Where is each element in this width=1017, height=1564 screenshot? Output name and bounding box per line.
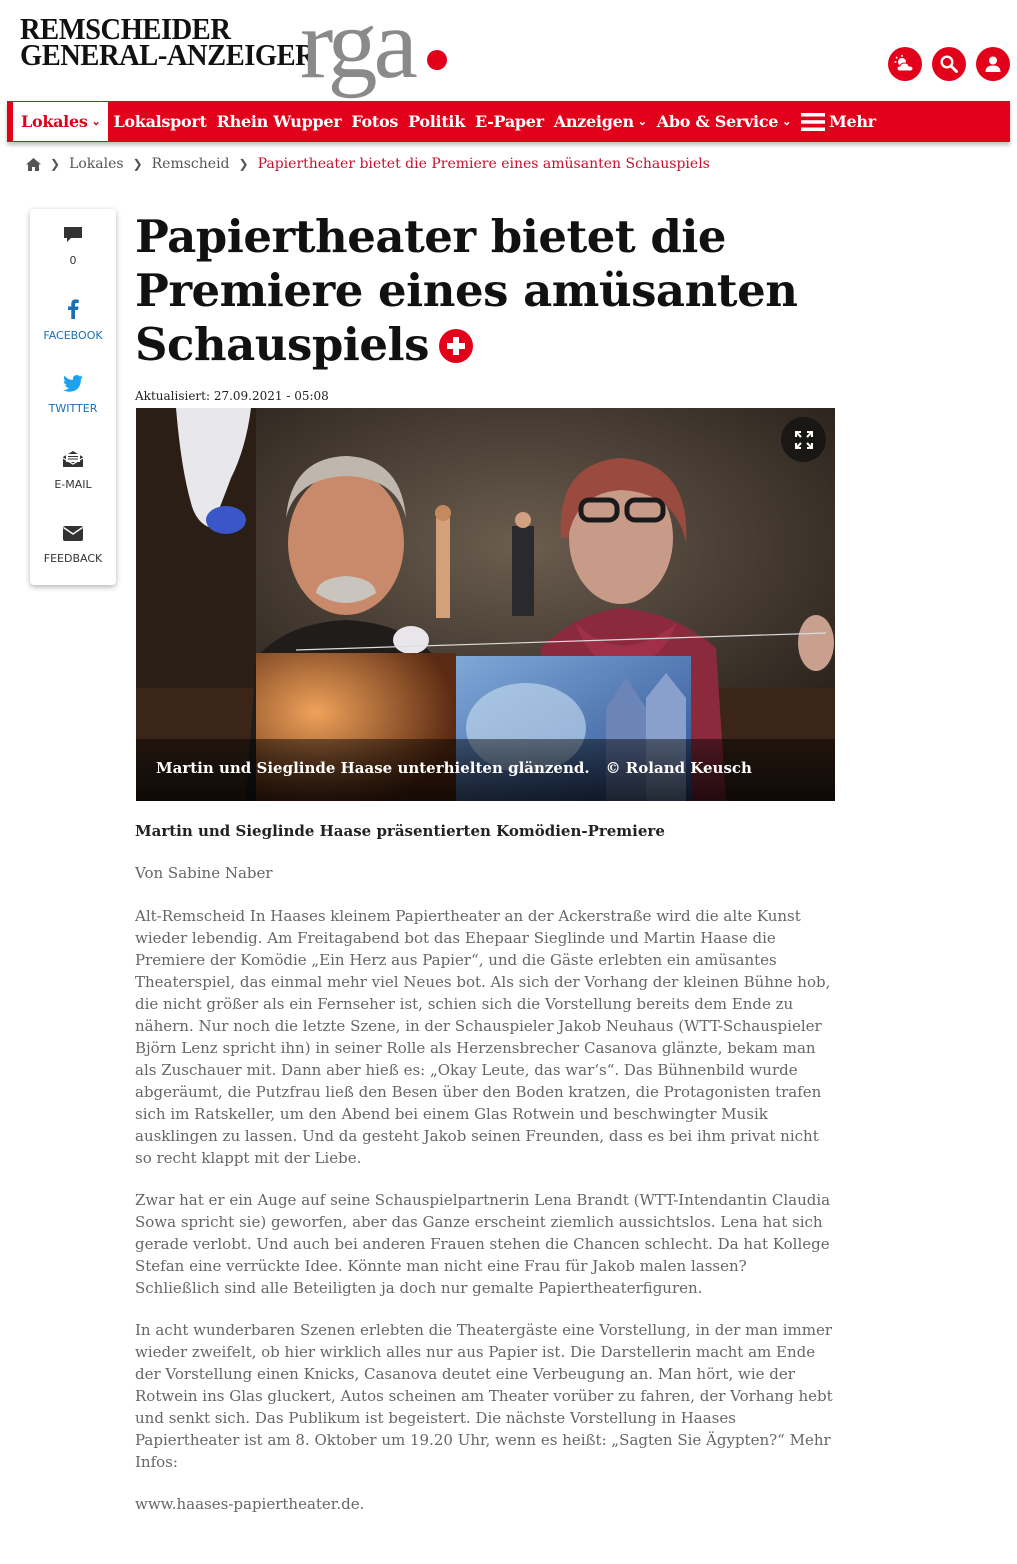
plus-icon xyxy=(439,329,473,363)
envelope-open-icon xyxy=(62,450,84,468)
article-title-text: Papiertheater bietet die Premiere eines amüsanten Schauspiels xyxy=(135,210,798,371)
breadcrumb-item-remscheid[interactable]: Remscheid xyxy=(151,156,230,172)
twitter-share-button[interactable] xyxy=(30,375,116,415)
email-share-button[interactable] xyxy=(30,450,116,491)
logo-dot xyxy=(427,50,447,70)
facebook-icon xyxy=(67,299,79,319)
search-icon xyxy=(940,55,958,73)
breadcrumb-current: Papiertheater bietet die Premiere eines amüsanten Schauspiels xyxy=(257,156,710,172)
article-paragraph-1: Alt-Remscheid In Haases kleinem Papiertheater an der Ackerstraße wird die alte Kunst wieder lebendig. Am Freitagabend bot das Ehepaar Sieglinde und Martin Haase die Premiere der Komödie „Ein Herz aus Papier“, und die Gäste erlebten ein amüsantes Theaterspiel, das einmal mehr viel Neues bot. Als sich der Vorhang der kleinen Bühne hob, die nicht größer als ein Fernseher ist, schien sich die Vorstellung bereits dem Ende zu nähern. Nur noch die letzte Szene, in der Schauspieler Jakob Neuhaus (WTT-Schauspieler Björn Lenz spricht ihn) in seiner Rolle als Herzensbrecher Casanova glänzte, bekam man als Zuschauer mit. Dann aber hieß es: „Okay Leute, das war‘s“. Das Bühnenbild wurde abgeräumt, die Putzfrau ließ den Besen über den Boden kratzen, die Protagonisten trafen sich im Ratskeller, um den Abend bei einem Glas Rotwein und beschwingter Musik ausklingen zu lassen. Und da gesteht Jakob seinen Freunden, dass es bei ihm privat nicht so recht klappt mit der Liebe. xyxy=(135,907,831,1167)
weather-icon xyxy=(894,55,916,73)
nav-item-politik[interactable] xyxy=(403,101,470,142)
comments-button[interactable] xyxy=(30,226,116,267)
article-paragraph-3: In acht wunderbaren Szenen erlebten die Theatergäste eine Vorstellung, in der man immer wieder zweifelt, ob hier wirklich alles nur aus Papier ist. Die Darstellerin macht am Ende der Vorstellung einen Knicks, Casanova deutet eine Verbeugung an. Man hört, wie der Rotwein ins Glas gluckert, Autos scheinen am Theater vorüber zu fahren, der Vorhang hebt und senkt sich. Das Publikum ist begeistert. Die nächste Vorstellung in Haases Papiertheater ist am 8. Oktober um 19.20 Uhr, wenn es heißt: „Sagten Sie Ägypten?“ Mehr Infos: xyxy=(135,1321,833,1471)
nav-label: Mehr xyxy=(829,112,876,131)
article-author: Von Sabine Naber xyxy=(135,864,273,882)
nav-item-fotos[interactable] xyxy=(346,101,403,142)
article-paragraph-2: Zwar hat er ein Auge auf seine Schauspielpartnerin Lena Brandt (WTT-Intendantin Claudia Sowa spricht sie) geworfen, aber das Ganze erscheint ziemlich aussichtslos. Lena hat sich gerade verlobt. Und auch bei anderen Frauen stehen die Chancen schlecht. Da hat Kollege Stefan eine verrückte Idee. Könnte man nicht eine Frau für Jakob malen lassen? Schließlich sind alle Beteiligten ja doch nur gemalte Papiertheaterfiguren. xyxy=(135,1191,831,1297)
comments-count: 0 xyxy=(69,254,77,267)
user-icon xyxy=(984,55,1002,73)
nav-item-mehr[interactable] xyxy=(796,101,881,142)
weather-button[interactable] xyxy=(888,47,922,81)
logo-line-1: REMSCHEIDER xyxy=(20,11,231,46)
nav-item-e-paper[interactable] xyxy=(470,101,549,142)
twitter-icon xyxy=(63,375,83,392)
chevron-right-icon: ❯ xyxy=(238,157,249,171)
nav-label: Fotos xyxy=(351,112,399,131)
chevron-down-icon: ⌄ xyxy=(637,115,647,128)
nav-item-abo-service[interactable] xyxy=(652,101,796,142)
nav-item-anzeigen[interactable] xyxy=(549,101,652,142)
breadcrumb xyxy=(26,156,710,172)
facebook-label: FACEBOOK xyxy=(43,329,103,342)
nav-item-rhein-wupper[interactable] xyxy=(212,101,347,142)
home-icon[interactable] xyxy=(26,158,41,171)
nav-label: Lokales xyxy=(21,112,88,131)
image-credit: © Roland Keusch xyxy=(605,759,752,777)
user-button[interactable] xyxy=(976,47,1010,81)
site-logo-wordmark[interactable] xyxy=(20,11,316,72)
article-link-website[interactable]: www.haases-papiertheater.de. xyxy=(135,1495,365,1513)
article-updated: Aktualisiert: 27.09.2021 - 05:08 xyxy=(135,389,329,403)
nav-item-lokalsport[interactable] xyxy=(108,101,211,142)
breadcrumb-item-lokales[interactable]: Lokales xyxy=(69,156,124,172)
nav-label: Anzeigen xyxy=(553,112,634,131)
image-caption-text: Martin und Sieglinde Haase unterhielten glänzend. xyxy=(156,759,590,777)
nav-label: E-Paper xyxy=(474,112,544,131)
article-title xyxy=(135,210,835,372)
chevron-down-icon: ⌄ xyxy=(782,115,792,128)
main-nav xyxy=(7,101,1010,142)
search-button[interactable] xyxy=(932,47,966,81)
facebook-share-button[interactable] xyxy=(30,299,116,342)
chevron-right-icon: ❯ xyxy=(50,157,61,171)
expand-icon xyxy=(795,431,813,449)
feedback-label: FEEDBACK xyxy=(43,552,103,565)
nav-label: Abo & Service xyxy=(656,112,779,131)
chevron-down-icon: ⌄ xyxy=(91,115,101,128)
logo-line-2: GENERAL-ANZEIGER xyxy=(20,37,316,72)
hamburger-icon xyxy=(801,112,825,132)
article-image[interactable] xyxy=(136,408,835,801)
nav-label: Politik xyxy=(408,112,465,131)
share-sidebar xyxy=(30,209,116,585)
email-label: E-MAIL xyxy=(54,478,92,491)
image-expand-button[interactable] xyxy=(781,417,826,462)
comment-icon xyxy=(63,226,83,244)
site-header xyxy=(0,0,1017,100)
nav-label: Lokalsport xyxy=(113,112,207,131)
envelope-icon xyxy=(62,525,84,542)
nav-item-lokales[interactable] xyxy=(13,102,108,141)
twitter-label: TWITTER xyxy=(48,402,98,415)
image-caption xyxy=(136,739,835,801)
feedback-button[interactable] xyxy=(30,525,116,565)
chevron-right-icon: ❯ xyxy=(132,157,143,171)
article-lead: Martin und Sieglinde Haase präsentierten Komödien-Premiere xyxy=(135,822,665,840)
site-logo-rga[interactable]: rga xyxy=(300,0,414,99)
nav-label: Rhein Wupper xyxy=(216,112,342,131)
